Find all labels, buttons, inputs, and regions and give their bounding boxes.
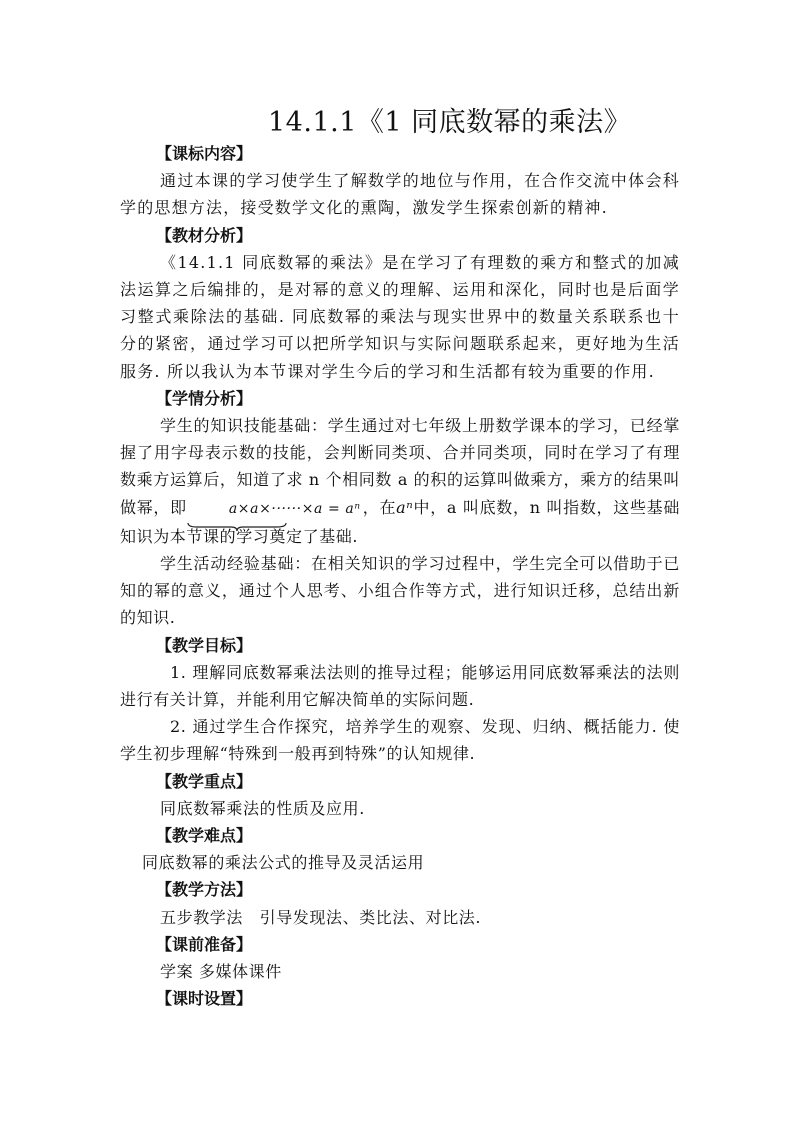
underbrace-icon [187,523,287,531]
goal-item-2: 2. 通过学生合作探究，培养学生的观察、发现、归纳、概括能力. 使学生初步理解“特殊到一般再到特殊”的认知规律. [120,717,680,764]
document-body [120,140,680,1013]
heading-zhunbei: 【课前准备】 [156,934,253,954]
paragraph-xueqing-2: 学生活动经验基础：在相关知识的学习过程中，学生完全可以借助于已知的幂的意义，通过个人思考、小组合作等方式，进行知识迁移，总结出新的知识. [120,554,680,628]
heading-xueqing: 【学情分析】 [156,388,253,408]
xueqing-text-mid: ，在 [362,497,397,517]
paragraph-zhunbei: 学案 多媒体课件 [160,962,282,982]
heading-fangfa: 【教学方法】 [156,880,253,900]
heading-kebiao: 【课标内容】 [156,144,253,163]
document-title: 14.1.1《1 同底数幂的乘法》 [268,107,632,138]
heading-nandian: 【教学难点】 [156,826,253,846]
paragraph-xueqing-1 [120,412,680,550]
paragraph-zhongdian: 同底数幂乘法的性质及应用. [160,798,365,818]
heading-zhongdian: 【教学重点】 [156,771,253,791]
power-an: aⁿ [396,497,414,517]
paragraph-fangfa: 五步教学法 引导发现法、类比法、对比法. [160,907,482,927]
paragraph-kebiao: 通过本课的学习使学生了解数学的地位与作用，在合作交流中体会科学的思想方法，接受数学文化的熏陶，激发学生探索创新的精神. [120,171,680,218]
paragraph-nandian: 同底数幂的乘法公式的推导及灵活运用 [142,853,425,873]
xueqing-text-before: 学生的知识技能基础：学生通过对七年级上册数学课本的学习，已经掌握了用字母表示数的技能，会判断同类项、合并同类项，同时在学习了有理数乘方运算后，知道了求 n 个相同数 a 的积的运算叫做乘方，乘方的结果叫做幂，即 [120,416,680,517]
heading-jiaocai: 【教材分析】 [156,225,253,245]
xueqing-text-after: 中，a 叫底数，n 叫指数，这些基础知识为本节课的学习奠定了基础. [120,497,680,546]
heading-keshi: 【课时设置】 [156,989,253,1009]
paragraph-jiaocai: 《14.1.1 同底数幂的乘法》是在学习了有理数的乘方和整式的加减法运算之后编排的，是对幂的意义的理解、运用和深化，同时也是后面学习整式乘除法的基础. 同底数幂的乘法与现实世界中的数量关系联系也十分的紧密，通过学习可以把所学知识与实际问题联系起来，更好地为生活服务. 所以我认为本节课对学生今后的学习和生活都有较为重要的作用. [120,252,680,381]
goal-item-1: 1. 理解同底数幂乘法法则的推导过程；能够运用同底数幂乘法的法则进行有关计算，并能利用它解决简单的实际问题. [120,662,680,710]
heading-mubiao: 【教学目标】 [156,635,253,655]
power-formula: a×a×······×a = aⁿ [187,496,363,523]
